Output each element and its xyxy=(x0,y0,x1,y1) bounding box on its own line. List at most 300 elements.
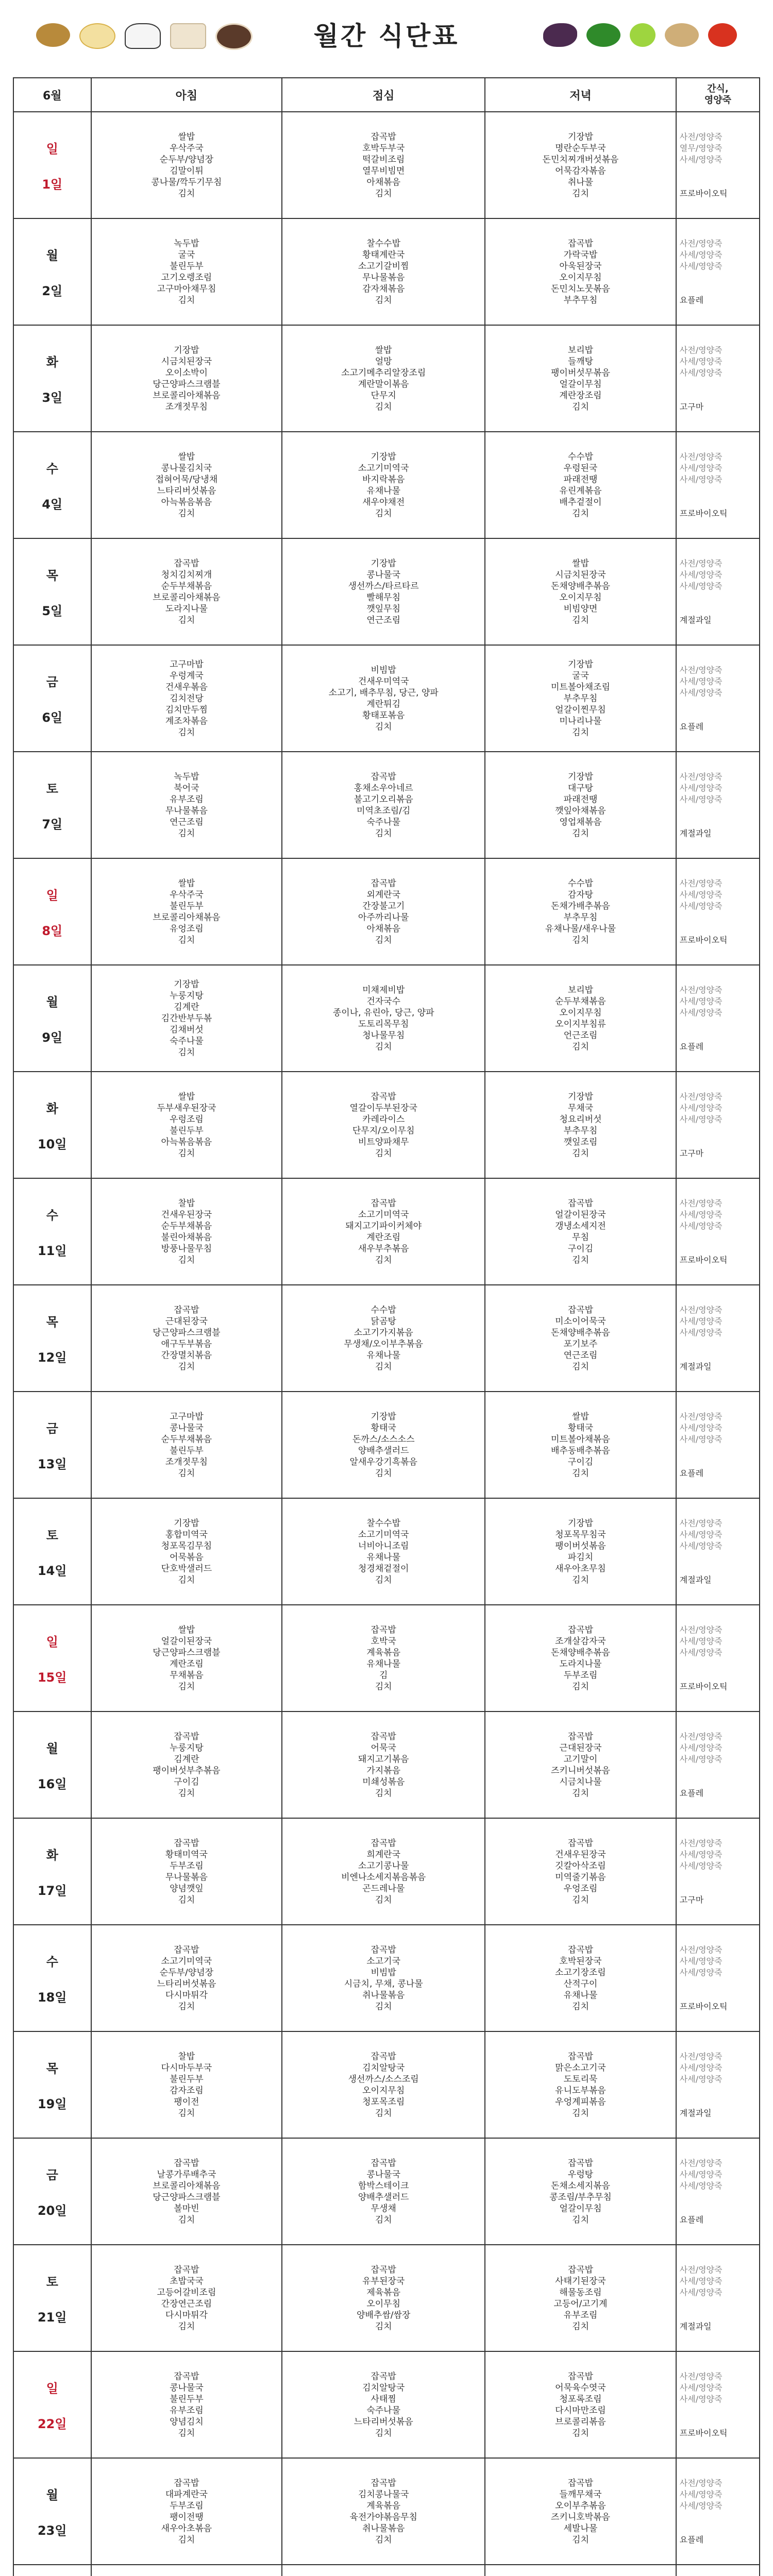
snack-item: 사세/영양죽 xyxy=(679,996,722,1006)
menu-item: 오이무침 xyxy=(366,2298,401,2309)
day-cell xyxy=(13,645,91,752)
menu-item: 어묵볶음 xyxy=(170,1552,204,1563)
menu-item: 기장밥 xyxy=(567,1518,594,1529)
menu-item: 순두부채볶음 xyxy=(161,581,212,591)
snack-cell xyxy=(676,2458,760,2565)
menu-item: 제육볶음 xyxy=(366,2287,401,2298)
menu-item: 우삭주국 xyxy=(170,889,204,900)
menu-item: 비빔밥 xyxy=(371,665,396,675)
menu-item: 잡곡밥 xyxy=(567,1304,594,1315)
menu-item: 가지볶음 xyxy=(366,1765,401,1776)
snack-item xyxy=(680,1978,759,1990)
menu-item: 불린아채볶음 xyxy=(161,1232,212,1243)
snack-item xyxy=(680,1552,759,1563)
snack-item: 계절과일 xyxy=(679,1361,712,1371)
menu-item: 돈채양배추볶음 xyxy=(550,581,610,591)
menu-item: 잡곡밥 xyxy=(371,2478,396,2488)
day-cell xyxy=(13,325,91,432)
menu-item: 잡곡밥 xyxy=(371,1091,396,1102)
snack-item: 사세/영양죽 xyxy=(679,2062,722,2073)
snack-cell xyxy=(676,1072,760,1178)
snack-item: 사세/영양죽 xyxy=(679,1422,722,1433)
breakfast-cell xyxy=(91,1818,282,1925)
day-date: 4일 xyxy=(42,497,63,512)
menu-item: 단무지/오이무침 xyxy=(352,1125,415,1136)
menu-item: 청포목무침국 xyxy=(555,1529,606,1540)
snack-item: 사세/영양죽 xyxy=(679,249,722,260)
menu-item: 파김치 xyxy=(567,1552,594,1563)
menu-item: 무생채/오이부추볶음 xyxy=(344,1338,423,1349)
snack-item: 프로바이오틱 xyxy=(679,935,728,945)
menu-item: 새우아초볶음 xyxy=(161,2523,212,2534)
menu-item: 새우야채전 xyxy=(362,497,405,507)
menu-item: 생선까스/타르타르 xyxy=(348,581,419,591)
menu-item: 돼지고기볶음 xyxy=(358,1754,409,1765)
menu-item: 무나물볶음 xyxy=(362,272,405,283)
snack-item: 사세/영양죽 xyxy=(679,154,722,164)
menu-item: 순두부/양념장 xyxy=(159,154,214,165)
snack-item: 프로바이오틱 xyxy=(679,2428,728,2438)
menu-item: 계육볶음 xyxy=(366,1647,401,1658)
snack-cell xyxy=(676,2138,760,2245)
menu-item: 명란순두부국 xyxy=(555,143,606,154)
snack-item xyxy=(680,1243,759,1255)
menu-item: 김치 xyxy=(572,1574,589,1585)
menu-item: 김치 xyxy=(375,508,392,519)
menu-item: 종이나, 유린아, 당근, 양파 xyxy=(332,1007,434,1018)
menu-item: 청포목김무침 xyxy=(161,1540,212,1551)
menu-item: 찰밥 xyxy=(178,2051,195,2062)
day-cell xyxy=(13,1605,91,1711)
menu-item: 두부새우된장국 xyxy=(157,1103,216,1113)
menu-item: 소고기미역국 xyxy=(161,1956,212,1967)
snack-item: 사세/영양죽 xyxy=(679,2287,722,2297)
menu-item: 숙주나물 xyxy=(366,817,401,827)
snack-item xyxy=(680,1445,759,1456)
menu-item: 미역초조림/김 xyxy=(357,805,411,816)
snack-item: 사전/영양죽 xyxy=(679,2478,722,2488)
menu-item: 소고기장조림 xyxy=(555,1967,606,1978)
dinner-cell xyxy=(485,1605,676,1711)
menu-item: 김치 xyxy=(572,1041,589,1052)
day-cell xyxy=(13,2138,91,2245)
menu-item: 구이김 xyxy=(174,1776,199,1787)
menu-item: 도라지나물 xyxy=(559,1658,602,1669)
menu-item: 기장밥 xyxy=(567,131,594,142)
day-cell xyxy=(13,752,91,858)
snack-item: 프로바이오틱 xyxy=(679,508,728,518)
lunch-cell xyxy=(282,858,485,965)
menu-item: 브로콜리아채볶음 xyxy=(153,592,221,603)
menu-item: 조개젓무침 xyxy=(165,401,208,412)
menu-item: 기장밥 xyxy=(567,659,594,670)
menu-item: 함박스테이크 xyxy=(358,2180,409,2191)
menu-item: 느타리버섯볶음 xyxy=(354,2416,413,2427)
menu-item: 김치 xyxy=(375,2214,392,2225)
menu-item: 우삭주국 xyxy=(170,143,204,154)
menu-item: 다시마튀각 xyxy=(165,1990,208,2001)
lunch-cell xyxy=(282,1925,485,2031)
lunch-cell xyxy=(282,112,485,218)
menu-item: 잡곡밥 xyxy=(371,2051,396,2062)
day-of-week: 토 xyxy=(46,781,58,796)
menu-item: 접혀어묵/당냉채 xyxy=(155,474,218,485)
menu-item: 오이부추볶음 xyxy=(555,2500,606,2511)
dinner-cell xyxy=(485,218,676,325)
dinner-cell xyxy=(485,1285,676,1392)
day-of-week: 수 xyxy=(46,1954,58,1969)
menu-item: 돈까스/소스소스 xyxy=(352,1434,415,1445)
menu-item: 연근조림 xyxy=(563,1350,598,1361)
menu-item: 소고기가지볶음 xyxy=(354,1327,413,1338)
day-of-week: 수 xyxy=(46,1208,58,1223)
snack-item xyxy=(680,2085,759,2096)
snack-cell xyxy=(676,432,760,538)
menu-item: 비엔나소세지볶음볶음 xyxy=(341,1872,426,1883)
menu-item: 김치 xyxy=(178,828,195,839)
menu-item: 세발나물 xyxy=(563,2523,598,2534)
lunch-cell xyxy=(282,1605,485,1711)
menu-item: 떡갈비조림 xyxy=(362,154,405,165)
menu-item: 미역줄기볶음 xyxy=(555,1872,606,1883)
header-snack: 간식, 영양죽 xyxy=(676,78,760,112)
snack-item xyxy=(680,1232,759,1243)
dinner-cell xyxy=(485,645,676,752)
menu-item: 호박국 xyxy=(371,1636,396,1647)
menu-item: 콩나물국 xyxy=(170,1422,204,1433)
menu-item: 호박된장국 xyxy=(559,1956,602,1967)
menu-item: 브로콜리아채볶음 xyxy=(153,390,221,401)
lunch-cell xyxy=(282,1392,485,1498)
snack-item: 요플레 xyxy=(679,1041,704,1052)
menu-item: 김치 xyxy=(178,2534,195,2545)
menu-item: 아채볶음 xyxy=(366,177,401,188)
snack-item: 사세/영양죽 xyxy=(679,463,722,473)
snack-cell xyxy=(676,1285,760,1392)
menu-item: 아채볶음 xyxy=(366,923,401,934)
menu-item: 양배추쌈/쌈장 xyxy=(357,2310,411,2320)
day-cell xyxy=(13,2351,91,2458)
menu-item: 오이지부침류 xyxy=(555,1019,606,1029)
day-of-week: 금 xyxy=(46,2167,58,2182)
menu-item: 잡곡밥 xyxy=(567,238,594,249)
menu-item: 초밥국국 xyxy=(170,2276,204,2286)
menu-item: 알새우강기흑볶음 xyxy=(349,1456,417,1467)
menu-item: 무채볶음 xyxy=(170,1670,204,1681)
menu-item: 시금치, 무채, 콩나물 xyxy=(344,1978,423,1989)
menu-item: 쌀밥 xyxy=(178,451,195,462)
dinner-cell xyxy=(485,2565,676,2576)
snack-item: 사세/영양죽 xyxy=(679,1754,722,1764)
snack-cell xyxy=(676,2351,760,2458)
menu-item: 김치 xyxy=(375,1788,392,1799)
menu-item: 계란조림 xyxy=(366,1232,401,1243)
menu-item: 고구마밥 xyxy=(170,659,204,670)
menu-item: 김치 xyxy=(178,1361,195,1372)
menu-item: 김치 xyxy=(178,2108,195,2119)
menu-item: 어묵국 xyxy=(371,1742,396,1753)
menu-item: 잡곡밥 xyxy=(567,1198,594,1209)
snack-item: 요플레 xyxy=(679,1468,704,1478)
snack-item: 사전/영양죽 xyxy=(679,451,722,462)
menu-item: 김치 xyxy=(572,1681,589,1692)
menu-item: 북어국 xyxy=(174,783,199,793)
menu-item: 김치 xyxy=(572,2428,589,2438)
snack-item: 사전/영양죽 xyxy=(679,1838,722,1848)
menu-item: 김치 xyxy=(375,2534,392,2545)
snack-item: 사전/영양죽 xyxy=(679,771,722,782)
menu-item: 계육볶음 xyxy=(366,2500,401,2511)
menu-item: 기장밥 xyxy=(174,979,199,990)
snack-item: 사전/영양죽 xyxy=(679,1091,722,1101)
menu-item: 계란말이볶음 xyxy=(358,379,409,389)
menu-item: 김치 xyxy=(572,2534,589,2545)
menu-item: 김치 xyxy=(572,828,589,839)
menu-item: 김간반부두볶 xyxy=(161,1013,212,1024)
menu-item: 해물동조림 xyxy=(559,2287,602,2298)
menu-item: 무생채 xyxy=(371,2203,396,2214)
lime-icon xyxy=(630,23,656,47)
menu-item: 불린두부 xyxy=(170,901,204,911)
menu-item: 얼갈이찐무침 xyxy=(555,704,606,715)
day-date: 5일 xyxy=(42,603,63,618)
day-row xyxy=(13,1711,760,1818)
menu-item: 쌀밥 xyxy=(178,131,195,142)
menu-item: 청나물무침 xyxy=(362,1030,405,1041)
menu-item: 소고기미역국 xyxy=(358,1529,409,1540)
menu-item: 유부된장국 xyxy=(362,2276,405,2286)
day-date: 14일 xyxy=(37,1563,67,1578)
menu-item: 아늑볶음볶음 xyxy=(161,1137,212,1147)
dinner-cell xyxy=(485,1711,676,1818)
dinner-cell xyxy=(485,1498,676,1605)
menu-item: 소고기갈비찜 xyxy=(358,261,409,272)
menu-item: 김계란 xyxy=(174,1754,199,1765)
menu-item: 김치 xyxy=(572,188,589,199)
snack-cell xyxy=(676,538,760,645)
day-cell xyxy=(13,1711,91,1818)
page-title: 월간 식단표 xyxy=(313,21,460,51)
breakfast-cell xyxy=(91,2138,282,2245)
menu-item: 청경채겉절이 xyxy=(358,1563,409,1574)
menu-item: 김말이튀 xyxy=(170,165,204,176)
snack-item xyxy=(680,603,759,615)
breakfast-cell xyxy=(91,645,282,752)
day-of-week: 화 xyxy=(46,354,58,369)
menu-item: 부추무침 xyxy=(563,912,598,923)
menu-item: 방풍나물무침 xyxy=(161,1243,212,1254)
menu-item: 쌀밥 xyxy=(178,1091,195,1102)
snack-item xyxy=(680,923,759,935)
menu-item: 다시마만조림 xyxy=(555,2405,606,2416)
snack-item: 사전/영양죽 xyxy=(679,1411,722,1421)
menu-item: 잡곡밥 xyxy=(371,1198,396,1209)
menu-item: 유채나물 xyxy=(366,1658,401,1669)
day-date: 6일 xyxy=(42,710,63,725)
menu-item: 너비아니조림 xyxy=(358,1540,409,1551)
menu-item: 김치 xyxy=(572,1894,589,1905)
menu-item: 비트양파채무 xyxy=(358,1137,409,1147)
snack-item: 사전/영양죽 xyxy=(679,1624,722,1635)
snack-item: 사세/영양죽 xyxy=(679,1434,722,1444)
snack-cell xyxy=(676,645,760,752)
menu-item: 유부조림 xyxy=(170,794,204,805)
snack-item xyxy=(680,1350,759,1361)
day-date: 19일 xyxy=(37,2096,67,2111)
day-row xyxy=(13,645,760,752)
day-of-week: 수 xyxy=(46,461,58,476)
day-of-week: 토 xyxy=(46,2274,58,2289)
day-cell xyxy=(13,1818,91,1925)
menu-item: 홍채소우아네르 xyxy=(354,783,413,793)
snack-cell xyxy=(676,1711,760,1818)
menu-item: 얼갈이된장국 xyxy=(555,1209,606,1220)
snack-item: 사세/영양죽 xyxy=(679,1221,722,1231)
snack-item: 사세/영양죽 xyxy=(679,356,722,366)
dinner-cell xyxy=(485,432,676,538)
dinner-cell xyxy=(485,858,676,965)
menu-item: 김치 xyxy=(178,2214,195,2225)
snack-item xyxy=(680,1990,759,2001)
menu-item: 오이지무침 xyxy=(559,272,602,283)
menu-item: 잡곡밥 xyxy=(567,1624,594,1635)
menu-item: 기장밥 xyxy=(567,1091,594,1102)
breakfast-cell xyxy=(91,1178,282,1285)
menu-item: 맑은소고기국 xyxy=(555,2062,606,2073)
day-cell xyxy=(13,538,91,645)
menu-item: 팽이전 xyxy=(174,2096,199,2107)
food-icons-right xyxy=(543,23,737,47)
menu-item: 포기보주 xyxy=(563,1338,598,1349)
dinner-cell xyxy=(485,965,676,1072)
menu-item: 산적구이 xyxy=(563,1978,598,1989)
header-breakfast: 아침 xyxy=(91,78,282,112)
day-cell xyxy=(13,1392,91,1498)
menu-item: 즈키니호박볶음 xyxy=(550,2512,610,2522)
lunch-cell xyxy=(282,1818,485,1925)
snack-item xyxy=(680,2203,759,2214)
snack-cell xyxy=(676,965,760,1072)
menu-item: 김치 xyxy=(178,935,195,945)
snack-item: 사세/영양죽 xyxy=(679,261,722,271)
menu-item: 건새우된장국 xyxy=(555,1849,606,1860)
menu-item: 비빔밥 xyxy=(371,1967,396,1978)
menu-item: 김치 xyxy=(375,1041,392,1052)
snack-item: 사전/영양죽 xyxy=(679,2371,722,2381)
menu-item: 기장밥 xyxy=(567,771,594,782)
menu-item: 외계란국 xyxy=(366,889,401,900)
day-row xyxy=(13,1392,760,1498)
menu-item: 계란장조림 xyxy=(559,390,602,401)
menu-item: 돈민치찌개버섯볶음 xyxy=(542,154,619,165)
day-cell xyxy=(13,2245,91,2351)
snack-item: 요플레 xyxy=(679,2214,704,2225)
menu-item: 즈키니버섯볶음 xyxy=(550,1765,610,1776)
menu-item: 소고기미역국 xyxy=(358,1209,409,1220)
menu-item: 파래전땡 xyxy=(563,474,598,485)
snack-item: 사세/영양죽 xyxy=(679,2074,722,2084)
menu-item: 미쇄성볶음 xyxy=(362,1776,405,1787)
menu-item: 잡곡밥 xyxy=(371,1624,396,1635)
menu-item: 쌀밥 xyxy=(178,878,195,889)
menu-item: 김치 xyxy=(178,1894,195,1905)
header-dinner: 저녁 xyxy=(485,78,676,112)
menu-item: 닭곰탕 xyxy=(371,1316,396,1327)
menu-item: 시금치나물 xyxy=(559,1776,602,1787)
menu-item: 녹두밥 xyxy=(174,238,199,249)
menu-item: 소고기메추리알장조림 xyxy=(341,367,426,378)
breakfast-cell xyxy=(91,432,282,538)
lunch-cell xyxy=(282,325,485,432)
breakfast-cell xyxy=(91,325,282,432)
menu-item: 잡곡밥 xyxy=(174,2158,199,2168)
snack-item: 계절과일 xyxy=(679,1574,712,1585)
snack-item xyxy=(680,390,759,401)
menu-item: 팽이버섯부추볶음 xyxy=(153,1765,221,1776)
breakfast-cell xyxy=(91,2351,282,2458)
day-of-week: 월 xyxy=(46,248,58,263)
snack-item: 요플레 xyxy=(679,295,704,305)
menu-item: 유린계볶음 xyxy=(559,485,602,496)
table-header-row xyxy=(13,78,760,112)
menu-item: 날콩가루배추국 xyxy=(157,2169,216,2180)
breakfast-cell xyxy=(91,2565,282,2576)
menu-item: 유니도부볶음 xyxy=(555,2085,606,2096)
menu-item: 불린두부 xyxy=(170,1125,204,1136)
snack-item xyxy=(680,1776,759,1788)
snack-cell xyxy=(676,2245,760,2351)
menu-item: 잡곡밥 xyxy=(371,771,396,782)
menu-item: 잡곡밥 xyxy=(567,1838,594,1849)
menu-item: 미소이어묵국 xyxy=(555,1316,606,1327)
menu-item: 잡곡밥 xyxy=(567,1944,594,1955)
menu-item: 미트볼아채볶음 xyxy=(550,1434,610,1445)
dinner-cell xyxy=(485,1072,676,1178)
day-row xyxy=(13,2458,760,2565)
breakfast-cell xyxy=(91,1605,282,1711)
menu-item: 파래전땡 xyxy=(563,794,598,805)
snack-item: 사세/영양죽 xyxy=(679,2394,722,2404)
lunch-cell xyxy=(282,1072,485,1178)
day-row xyxy=(13,965,760,1072)
day-date: 3일 xyxy=(42,390,63,405)
menu-item: 김치 xyxy=(375,828,392,839)
snack-item: 사전/영양죽 xyxy=(679,1518,722,1528)
pepper-icon xyxy=(586,23,620,47)
menu-item: 대구탕 xyxy=(567,783,594,793)
menu-item: 잡곡밥 xyxy=(174,2371,199,2382)
menu-item: 두부조림 xyxy=(170,1860,204,1871)
menu-item: 조개살감자국 xyxy=(555,1636,606,1647)
menu-item: 김치 xyxy=(572,1468,589,1479)
snack-item: 사세/영양죽 xyxy=(679,367,722,378)
menu-item: 아주까리나물 xyxy=(358,912,409,923)
snack-item xyxy=(680,912,759,923)
menu-item: 잡곡밥 xyxy=(371,2158,396,2168)
menu-item: 미채제비밥 xyxy=(362,985,405,995)
snack-item: 사세/영양죽 xyxy=(679,1209,722,1219)
menu-item: 호박두부국 xyxy=(362,143,405,154)
breakfast-cell xyxy=(91,112,282,218)
menu-item: 오이소박이 xyxy=(165,367,208,378)
menu-item: 청요리버섯 xyxy=(559,1114,602,1125)
menu-item: 유부조림 xyxy=(563,2310,598,2320)
menu-item: 홍합미역국 xyxy=(165,1529,208,1540)
menu-item: 잡곡밥 xyxy=(567,2051,594,2062)
snack-item: 계절과일 xyxy=(679,828,712,838)
menu-item: 김치 xyxy=(375,1574,392,1585)
menu-item: 무나물볶음 xyxy=(165,805,208,816)
